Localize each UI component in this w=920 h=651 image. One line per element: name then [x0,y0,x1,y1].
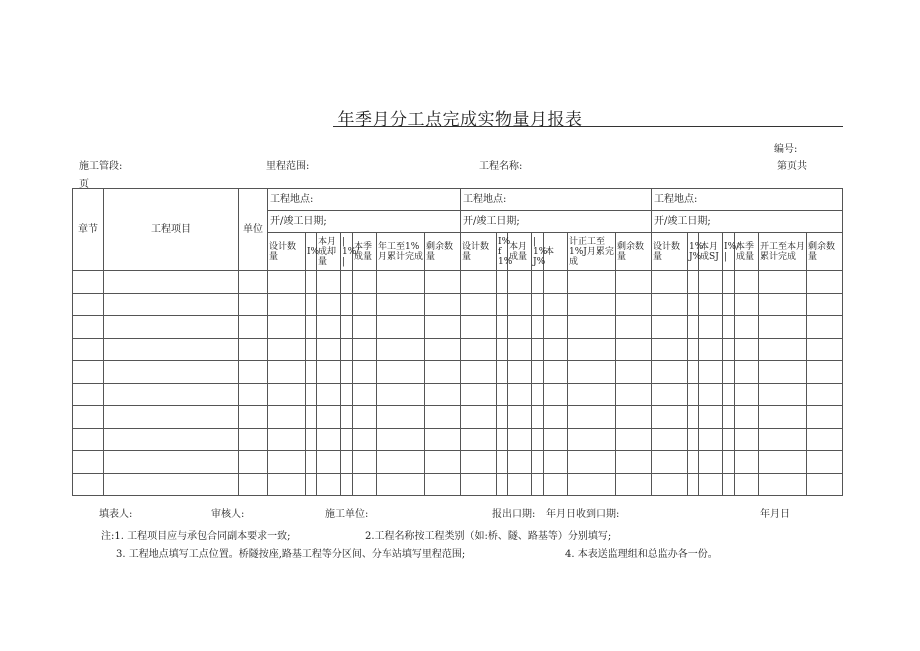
table-cell [544,383,568,406]
table-cell [568,428,616,451]
table-cell [568,361,616,384]
table-cell [353,338,377,361]
g1-sub4: |1%/| [341,233,353,271]
table-cell [461,338,497,361]
table-cell [723,271,735,294]
table-cell [616,293,652,316]
table-cell [723,406,735,429]
table-cell [532,338,544,361]
table-cell [306,338,317,361]
table-cell [104,271,239,294]
table-cell [699,383,723,406]
note-4: 4. 本表送监理组和总监办各一份。 [565,549,718,560]
table-cell [688,451,699,474]
table-cell [544,473,568,496]
table-cell [306,428,317,451]
table-cell [239,361,268,384]
table-cell [807,338,843,361]
table-cell [268,338,306,361]
table-cell [239,293,268,316]
table-cell [688,383,699,406]
table-cell [688,271,699,294]
table-cell [497,338,508,361]
table-cell [104,428,239,451]
table-cell [544,451,568,474]
note-1: 注:1. 工程项目应与承包合同副本要求一致; [101,531,291,542]
g1-month-done: 本月成却量 [317,233,341,271]
g3-sub2: 1%J% [688,233,699,271]
g2-quarter: 本 [544,233,568,271]
g3-design-qty: 设计数量 [652,233,688,271]
table-cell [699,406,723,429]
table-cell [461,316,497,339]
table-cell [759,473,807,496]
table-cell [317,428,341,451]
table-cell [532,271,544,294]
report-table [72,188,843,496]
table-cell [239,316,268,339]
table-cell [268,383,306,406]
table-cell [341,361,353,384]
table-cell [735,316,759,339]
table-cell [652,428,688,451]
table-cell [568,338,616,361]
table-cell [461,361,497,384]
table-cell [616,316,652,339]
table-cell [377,361,425,384]
g3-cumulative: 开工至本月累计完成 [759,233,807,271]
page-suffix: 页 [79,179,89,190]
table-cell [508,428,532,451]
table-cell [807,473,843,496]
table-cell [723,428,735,451]
table-cell [425,271,461,294]
table-cell [652,361,688,384]
table-cell [616,383,652,406]
table-cell [807,451,843,474]
table-cell [616,361,652,384]
g2-month-done: 本月成量 [508,233,532,271]
table-cell [532,316,544,339]
table-cell [735,271,759,294]
table-cell [759,406,807,429]
table-cell [268,271,306,294]
table-cell [652,473,688,496]
table-cell [759,338,807,361]
table-cell [652,293,688,316]
table-cell [73,361,104,384]
table-cell [616,451,652,474]
table-cell [377,451,425,474]
table-cell [497,473,508,496]
group2-location: 工程地点: [461,189,652,211]
table-cell [568,406,616,429]
table-cell [377,271,425,294]
table-cell [377,383,425,406]
table-cell [306,316,317,339]
table-cell [759,271,807,294]
table-cell [508,383,532,406]
table-cell [807,293,843,316]
table-cell [73,383,104,406]
table-cell [341,406,353,429]
table-cell [341,316,353,339]
table-cell [497,428,508,451]
table-cell [306,361,317,384]
table-row [73,271,843,294]
table-cell [652,383,688,406]
table-cell [341,383,353,406]
table-cell [652,316,688,339]
table-cell [699,293,723,316]
date-end-label: 年月日 [760,509,790,520]
table-cell [735,406,759,429]
table-cell [425,316,461,339]
group3-dates: 开/竣工日期; [652,211,843,233]
table-cell [688,428,699,451]
table-cell [688,338,699,361]
table-cell [616,406,652,429]
table-cell [807,316,843,339]
table-cell [497,383,508,406]
table-cell [104,338,239,361]
table-cell [532,293,544,316]
table-cell [508,316,532,339]
table-cell [425,406,461,429]
table-cell [699,451,723,474]
table-cell [353,473,377,496]
table-cell [544,361,568,384]
table-cell [807,406,843,429]
table-cell [317,338,341,361]
table-cell [104,361,239,384]
table-cell [73,338,104,361]
table-cell [306,406,317,429]
table-cell [239,271,268,294]
table-cell [353,451,377,474]
table-cell [341,338,353,361]
g3-remaining: 剩余数量 [807,233,843,271]
g2-sub2: I%f1% [497,233,508,271]
table-cell [544,338,568,361]
table-cell [508,361,532,384]
table-cell [807,383,843,406]
table-cell [73,293,104,316]
table-cell [353,428,377,451]
table-cell [544,271,568,294]
table-cell [544,316,568,339]
table-cell [317,406,341,429]
table-cell [544,293,568,316]
g2-design-qty: 设计数量 [461,233,497,271]
table-cell [532,383,544,406]
table-row [73,428,843,451]
table-cell [652,271,688,294]
table-cell [353,271,377,294]
table-cell [723,293,735,316]
table-cell [461,451,497,474]
title-underline [333,126,843,127]
table-cell [759,383,807,406]
g3-month-done: 本月成SJ [699,233,723,271]
table-cell [317,293,341,316]
section-label: 施工管段: [79,161,123,172]
table-cell [425,428,461,451]
col-item-header: 工程项目 [104,189,239,271]
table-cell [341,473,353,496]
table-cell [341,271,353,294]
table-row [73,293,843,316]
table-cell [532,428,544,451]
table-cell [425,383,461,406]
table-cell [532,473,544,496]
g1-cumulative: 年工至1%月累计完成 [377,233,425,271]
table-cell [699,338,723,361]
table-cell [688,406,699,429]
table-cell [497,406,508,429]
table-cell [73,428,104,451]
table-cell [699,361,723,384]
table-cell [723,338,735,361]
table-cell [317,383,341,406]
table-cell [425,338,461,361]
table-cell [532,406,544,429]
table-cell [568,473,616,496]
filler-label: 填表人: [99,509,133,520]
table-cell [268,428,306,451]
table-cell [425,293,461,316]
table-cell [461,383,497,406]
table-cell [353,293,377,316]
table-cell [735,361,759,384]
table-cell [688,473,699,496]
table-cell [616,271,652,294]
table-cell [73,473,104,496]
table-cell [735,473,759,496]
table-cell [735,338,759,361]
table-cell [807,361,843,384]
table-cell [652,338,688,361]
g2-sub4: |1%J% [532,233,544,271]
table-cell [759,451,807,474]
table-cell [652,406,688,429]
g1-sub2: I% [306,233,317,271]
project-name-label: 工程名称: [479,161,523,172]
table-cell [461,406,497,429]
table-cell [759,361,807,384]
table-cell [377,293,425,316]
table-cell [759,428,807,451]
table-cell [568,271,616,294]
table-cell [807,428,843,451]
table-cell [317,361,341,384]
table-cell [616,473,652,496]
table-cell [353,406,377,429]
table-cell [341,451,353,474]
table-cell [508,338,532,361]
table-row [73,451,843,474]
col-unit-header: 单位 [239,189,268,271]
table-row [73,316,843,339]
table-cell [568,293,616,316]
table-cell [73,316,104,339]
table-cell [353,361,377,384]
table-cell [532,451,544,474]
table-cell [497,316,508,339]
g1-design-qty: 设计数量 [268,233,306,271]
table-cell [268,361,306,384]
table-cell [508,473,532,496]
table-cell [688,293,699,316]
col-chapter-header: 章节 [73,189,104,271]
table-cell [239,451,268,474]
table-cell [73,271,104,294]
table-cell [377,316,425,339]
table-cell [759,293,807,316]
table-row [73,338,843,361]
table-cell [239,338,268,361]
table-cell [699,473,723,496]
page-label: 第页共 [777,161,807,172]
table-cell [239,428,268,451]
table-cell [306,271,317,294]
table-cell [425,473,461,496]
table-cell [497,451,508,474]
table-cell [306,473,317,496]
table-cell [425,361,461,384]
table-cell [104,451,239,474]
table-cell [735,383,759,406]
table-cell [268,451,306,474]
table-cell [544,406,568,429]
table-cell [239,473,268,496]
g3-quarter-done: 本季成量 [735,233,759,271]
table-cell [759,316,807,339]
table-row [73,473,843,496]
group3-location: 工程地点: [652,189,843,211]
table-cell [735,451,759,474]
group1-dates: 开/竣工日期; [268,211,461,233]
table-cell [497,293,508,316]
g2-cumulative: 计正工至1%J月累完成 [568,233,616,271]
table-cell [688,361,699,384]
table-cell [461,293,497,316]
table-cell [568,316,616,339]
table-cell [723,361,735,384]
page-title: 年季月分工点完成实物量月报表 [337,110,583,130]
table-cell [699,428,723,451]
table-cell [104,293,239,316]
g3-sub4: I%/| [723,233,735,271]
table-cell [723,473,735,496]
table-cell [461,473,497,496]
table-cell [723,383,735,406]
reviewer-label: 审核人: [211,509,245,520]
table-cell [377,406,425,429]
table-cell [497,271,508,294]
contractor-label: 施工单位: [325,509,369,520]
table-cell [377,428,425,451]
group1-location: 工程地点: [268,189,461,211]
g1-quarter-done: 本季成量 [353,233,377,271]
table-cell [735,293,759,316]
table-cell [688,316,699,339]
table-cell [568,383,616,406]
table-cell [508,451,532,474]
note-3: 3. 工程地点填写工点位置。桥隧按座,路基工程等分区间、分车站填写里程范围; [116,549,466,560]
report-date-label: 报出口期: [492,509,536,520]
table-cell [104,406,239,429]
group2-dates: 开/竣工日期; [461,211,652,233]
table-row [73,406,843,429]
received-date-label: 年月日收到口期: [546,509,620,520]
table-cell [735,428,759,451]
table-cell [317,316,341,339]
table-cell [341,428,353,451]
table-cell [317,473,341,496]
table-cell [104,316,239,339]
table-cell [508,293,532,316]
table-cell [317,271,341,294]
table-cell [508,271,532,294]
table-cell [268,473,306,496]
table-cell [723,316,735,339]
table-cell [268,316,306,339]
table-cell [377,473,425,496]
table-cell [699,316,723,339]
table-cell [306,383,317,406]
table-cell [652,451,688,474]
table-cell [306,451,317,474]
note-2: 2.工程名称按工程类别（如:桥、隧、路基等）分别填写; [365,531,612,542]
table-cell [353,383,377,406]
table-cell [377,338,425,361]
table-cell [532,361,544,384]
table-cell [317,451,341,474]
table-row [73,383,843,406]
table-cell [497,361,508,384]
table-cell [73,406,104,429]
table-cell [104,473,239,496]
table-cell [616,428,652,451]
table-cell [699,271,723,294]
table-cell [461,271,497,294]
table-cell [341,293,353,316]
table-cell [353,316,377,339]
table-cell [268,406,306,429]
table-cell [104,383,239,406]
serial-label: 编号: [774,144,798,155]
table-cell [568,451,616,474]
table-cell [544,428,568,451]
g2-remaining: 剩余数量 [616,233,652,271]
table-cell [239,406,268,429]
table-cell [239,383,268,406]
table-cell [723,451,735,474]
table-cell [425,451,461,474]
table-row [73,361,843,384]
table-cell [616,338,652,361]
table-cell [807,271,843,294]
table-cell [306,293,317,316]
table-cell [268,293,306,316]
table-cell [73,451,104,474]
mileage-label: 里程范围: [266,161,310,172]
table-cell [508,406,532,429]
table-cell [461,428,497,451]
g1-remaining: 剩余数量 [425,233,461,271]
